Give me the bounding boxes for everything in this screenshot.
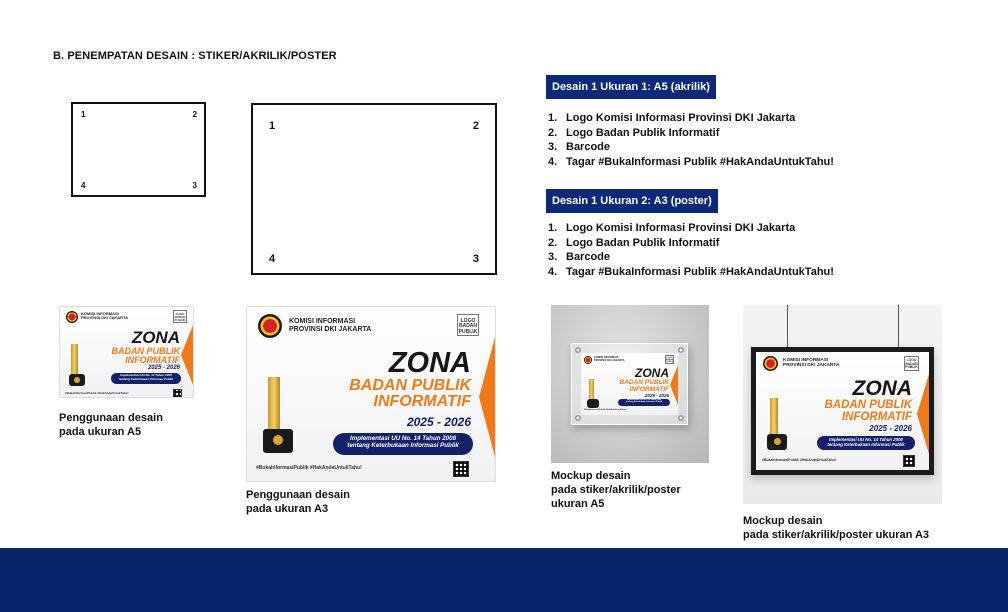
law-pill: Implementasi UU No. 14 Tahun 2008 tentang Keterbukaan Informasi Publik: [817, 436, 915, 450]
hashtags: #BukaInformasiPublik #HakAndaUntukTahu!: [762, 458, 837, 462]
caption-a3: Penggunaan desain pada ukuran A3: [246, 489, 350, 515]
trophy-icon: [585, 379, 601, 409]
badan-publik-title: BADAN PUBLIK INFORMATIF: [111, 346, 180, 365]
spec2-title: Desain 1 Ukuran 2: A3 (poster): [546, 189, 718, 213]
org-name: KOMISI INFORMASI PROVINSI DKI JAKARTA: [594, 356, 625, 362]
hanging-wire: [787, 305, 788, 348]
screw-icon: [678, 347, 684, 353]
law-pill: Implementasi UU No. 14 Tahun 2008 tentang Keterbukaan Informasi Publik: [333, 433, 473, 455]
screw-icon: [678, 415, 684, 421]
komisi-logo-icon: [584, 356, 592, 364]
corner-2: 2: [472, 120, 479, 132]
years: 2025 - 2026: [147, 365, 180, 371]
corner-3: 3: [472, 253, 479, 265]
corner-3: 3: [192, 181, 197, 190]
poster-a5-preview: [59, 306, 194, 398]
spec2-list: [548, 221, 834, 279]
orange-wedge: [479, 337, 495, 457]
caption-mockup-a3: Mockup desain pada stiker/akrilik/poster ukuran A3: [743, 515, 930, 541]
poster-frame: [751, 347, 934, 475]
trophy-icon: [259, 377, 299, 457]
orange-wedge: [181, 325, 193, 385]
footer-bar: [0, 548, 1008, 612]
mockup-a3-frame: [743, 305, 942, 504]
barcode-icon: [453, 461, 469, 477]
years: 2025 - 2026: [644, 393, 669, 398]
list-item: 1. Logo Komisi Informasi Provinsi DKI Jakarta: [548, 112, 796, 124]
hashtags: #BukaInformasiPublik #HakAndaUntukTahu!: [584, 409, 627, 411]
org-name: KOMISI INFORMASI PROVINSI DKI JAKARTA: [81, 311, 129, 321]
law-pill: Implementasi UU No. 14 Tahun 2008 tentang Keterbukaan Informasi Publik: [618, 399, 670, 406]
logo-badan-publik-box: LOGO BADAN PUBLIK: [905, 358, 918, 370]
poster-a3-preview: [246, 306, 496, 482]
layout-frame-a3: [251, 103, 497, 275]
caption-mockup-a5: Mockup desain pada stiker/akrilik/poster ukuran A5: [551, 470, 681, 510]
zona-title: ZONA: [635, 366, 669, 380]
list-item: 3. Barcode: [548, 251, 611, 263]
poster-mini: [581, 353, 678, 415]
trophy-icon: [764, 398, 792, 452]
corner-4: 4: [81, 181, 86, 190]
layout-frame-a5: [71, 102, 206, 197]
spec1-title: Desain 1 Ukuran 1: A5 (akrilik): [546, 75, 716, 99]
logo-badan-publik-box: LOGO BADAN PUBLIK: [666, 357, 674, 364]
spec1-list: [548, 111, 834, 169]
list-item: 2. Logo Badan Publik Informatif: [548, 236, 720, 249]
hashtags: #BukaInformasiPublik #HakAndaUntukTahu!: [65, 391, 129, 395]
law-pill: Implementasi UU No. 14 Tahun 2008 tentang Keterbukaan Informasi Publik: [111, 373, 181, 384]
screw-icon: [575, 415, 581, 421]
corner-1: 1: [81, 110, 86, 119]
komisi-logo-icon: [763, 356, 778, 371]
zona-title: ZONA: [852, 377, 912, 400]
badan-publik-title: BADAN PUBLIK INFORMATIF: [349, 377, 471, 410]
list-item: 4. Tagar #BukaInformasi Publik #HakAndaUntukTahu!: [548, 265, 834, 278]
org-name: KOMISI INFORMASI PROVINSI DKI JAKARTA: [783, 358, 840, 369]
komisi-logo-icon: [258, 314, 282, 338]
corner-2: 2: [192, 110, 197, 119]
years: 2025 - 2026: [406, 415, 471, 429]
corner-4: 4: [269, 253, 276, 265]
section-heading: B. PENEMPATAN DESAIN : STIKER/AKRILIK/POSTER: [53, 50, 337, 62]
mockup-a5-acrylic: [551, 305, 709, 463]
list-item: 4. Tagar #BukaInformasi Publik #HakAndaUntukTahu!: [548, 155, 834, 168]
years: 2025 - 2026: [869, 424, 912, 433]
zona-title: ZONA: [388, 347, 471, 379]
barcode-icon: [173, 389, 182, 398]
corner-1: 1: [269, 120, 276, 132]
caption-a5: Penggunaan desain pada ukuran A5: [59, 412, 163, 438]
zona-title: ZONA: [131, 328, 180, 347]
hanging-wire: [898, 305, 899, 348]
hashtags: #BukaInformasiPublik #HakAndaUntukTahu!: [256, 465, 362, 471]
logo-badan-publik-box: LOGO BADAN PUBLIK: [457, 314, 479, 336]
list-item: 3. Barcode: [548, 141, 611, 153]
acrylic-panel: [571, 343, 688, 425]
trophy-icon: [66, 344, 88, 388]
badan-publik-title: BADAN PUBLIK INFORMATIF: [824, 399, 912, 423]
list-item: 1. Logo Komisi Informasi Provinsi DKI Jakarta: [548, 222, 796, 234]
komisi-logo-icon: [66, 311, 78, 323]
poster-mini: [756, 352, 929, 470]
org-name: KOMISI INFORMASI PROVINSI DKI JAKARTA: [289, 318, 372, 333]
badan-publik-title: BADAN PUBLIK INFORMATIF: [619, 379, 669, 393]
barcode-icon: [903, 455, 915, 467]
logo-badan-publik-box: LOGO BADAN PUBLIK: [174, 312, 186, 323]
list-item: 2. Logo Badan Publik Informatif: [548, 126, 720, 139]
